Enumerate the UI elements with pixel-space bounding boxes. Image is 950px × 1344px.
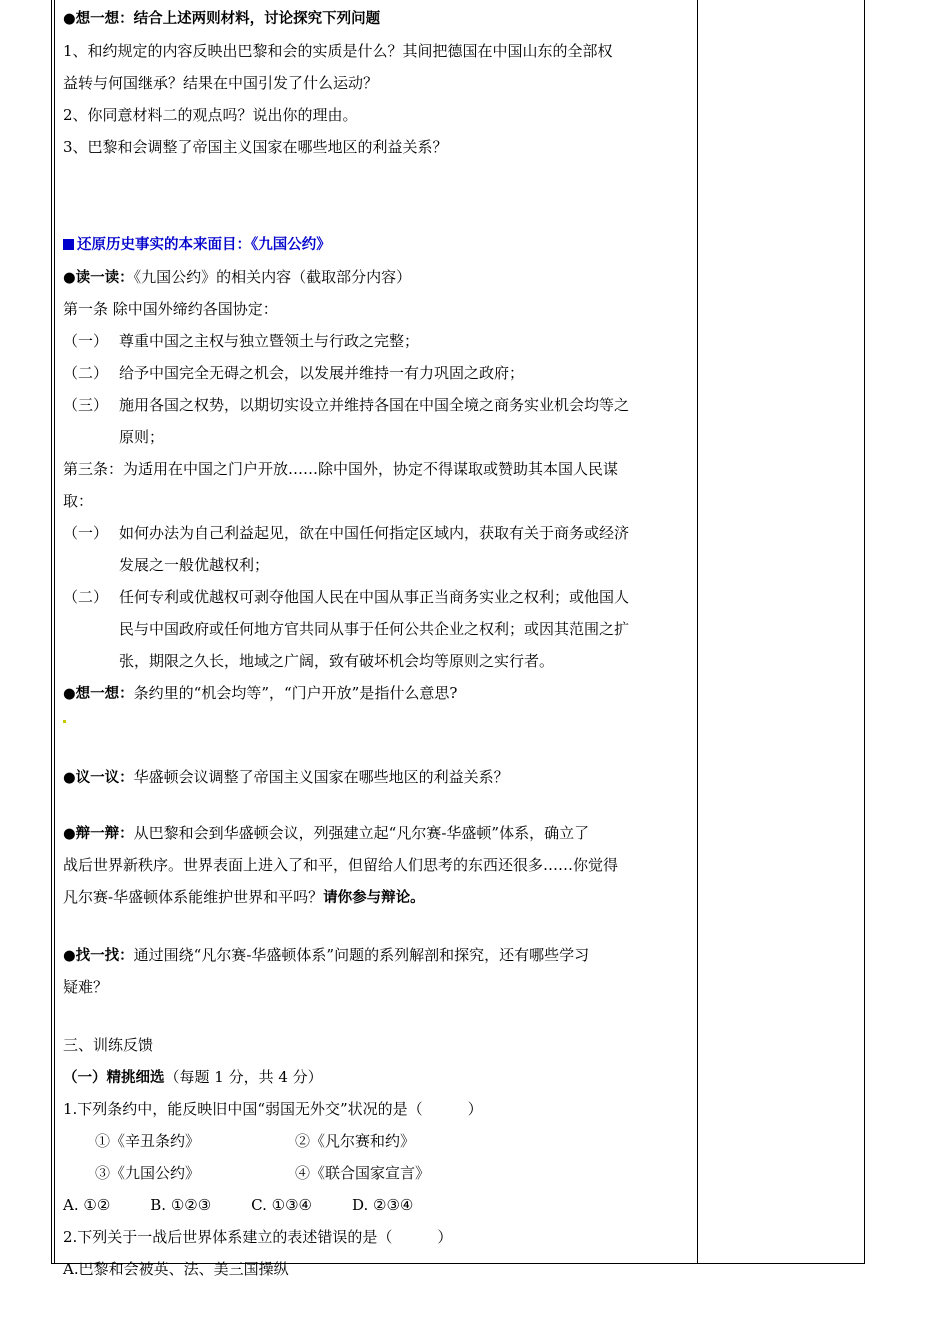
find-line-1 [63,939,689,971]
clause-line [63,325,689,357]
clause-text: 原则； [119,428,165,446]
clause-text: 给予中国完全无碍之机会，以发展并维持一有力巩固之政府； [119,364,525,382]
q1-options-row-1 [63,1125,689,1157]
q1-options-row-2 [63,1157,689,1189]
debate-line-2: 战后世界新秩序。世界表面上进入了和平，但留给人们思考的东西还很多……你觉得 [63,856,619,874]
article-1: 第一条 除中国外缔约各国协定： [63,300,278,318]
clause-text: 任何专利或优越权可剥夺他国人民在中国从事正当商务实业之权利；或他国人 [119,588,630,606]
discuss-line [63,761,689,793]
clause-line [63,549,689,581]
question-3: 3、巴黎和会调整了帝国主义国家在哪些地区的利益关系？ [63,138,448,156]
clause-number: （二） [63,364,109,382]
debate-line-1 [63,817,689,849]
table-left-border [54,0,55,1263]
article-3a: 第三条：为适用在中国之门户开放……除中国外，协定不得谋取或赞助其本国人民谋 [63,460,619,478]
find-text-1: 通过围绕“凡尔赛-华盛顿体系”问题的系列解剖和探究，还有哪些学习 [133,946,590,964]
training-subheading [63,1061,689,1093]
discuss-label: ●议一议： [63,770,134,786]
think-2 [63,677,689,709]
main-content [63,3,689,1285]
q1-option: ②《凡尔赛和约》 [295,1132,416,1150]
article-1-items [63,325,689,453]
column-divider [697,0,698,1263]
training-sub-bold: （一）精挑细选 [63,1070,165,1086]
clause-text: 民与中国政府或任何地方官共同从事于任何公共企业之权利；或因其范围之扩 [119,620,630,638]
square-bullet-icon [63,239,74,250]
clause-number [63,613,119,645]
question-1a: 1、和约规定的内容反映出巴黎和会的实质是什么？其间把德国在中国山东的全部权 [63,42,613,60]
q1-option: ④《联合国家宣言》 [295,1164,431,1182]
training-heading: 三、训练反馈 [63,1036,154,1054]
debate-label: ●辩一辩： [63,826,134,842]
debate-text-1: 从巴黎和会到华盛顿会议，列强建立起“凡尔赛-华盛顿”体系，确立了 [133,824,590,842]
answer-choice: A. ①② [63,1196,111,1214]
debate-bold-end: 请你参与辩论。 [323,890,425,906]
clause-text: 尊重中国之主权与独立暨领土与行政之完整； [119,332,420,350]
q1-answers [63,1189,689,1221]
article-3b: 取： [63,492,94,510]
article-3-items [63,517,689,677]
clause-line [63,645,689,677]
section-title [63,229,689,261]
clause-line [63,357,689,389]
debate-line-3 [63,881,689,913]
clause-number: （一） [63,332,109,350]
clause-text: 施用各国之权势，以期切实设立并维持各国在中国全境之商务实业机会均等之 [119,396,630,414]
clause-line [63,613,689,645]
debate-text-3: 凡尔赛-华盛顿体系能维护世界和平吗？ [63,888,324,906]
clause-number [63,549,119,581]
think-heading: ●想一想：结合上述两则材料，讨论探究下列问题 [63,11,381,27]
think-2-text: 条约里的“机会均等”，“门户开放”是指什么意思? [133,684,458,702]
q1-option: ③《九国公约》 [95,1164,201,1182]
answer-choice: C. ①③④ [251,1196,312,1214]
training-q1: 1.下列条约中，能反映旧中国“弱国无外交”状况的是（ ） [63,1100,483,1118]
q1-option: ①《辛丑条约》 [95,1132,201,1150]
clause-number: （三） [63,396,109,414]
clause-number [63,645,119,677]
clause-text: 如何办法为自己利益起见，欲在中国任何指定区域内，获取有关于商务或经济 [119,524,630,542]
read-text: 《九国公约》的相关内容（截取部分内容） [133,268,412,286]
answer-choice: B. ①②③ [150,1196,212,1214]
clause-line [63,581,689,613]
discuss-text: 华盛顿会议调整了帝国主义国家在哪些地区的利益关系？ [133,768,509,786]
clause-line [63,517,689,549]
training-sub-note: （每题 1 分，共 4 分） [164,1068,323,1086]
table-frame [51,0,865,1278]
clause-line [63,389,689,421]
read-line [63,261,689,293]
find-line-2: 疑难？ [63,978,109,996]
q2-option-a: A.巴黎和会被英、法、美三国操纵 [63,1260,289,1278]
clause-text: 发展之一般优越权利； [119,556,270,574]
training-q2: 2.下列关于一战后世界体系建立的表述错误的是（ ） [63,1228,453,1246]
answer-choice: D. ②③④ [352,1196,414,1214]
stray-mark [63,720,66,723]
find-label: ●找一找： [63,948,134,964]
read-label: ●读一读： [63,270,134,286]
question-2: 2、你同意材料二的观点吗？说出你的理由。 [63,106,358,124]
clause-number [63,421,119,453]
question-1b: 益转与何国继承？结果在中国引发了什么运动？ [63,74,379,92]
section-title-text: 还原历史事实的本来面目：《九国公约》 [77,237,331,253]
clause-line [63,421,689,453]
clause-number: （二） [63,588,109,606]
think-2-label: ●想一想： [63,686,134,702]
clause-number: （一） [63,524,109,542]
clause-text: 张，期限之久长，地域之广阔，致有破坏机会均等原则之实行者。 [119,652,555,670]
